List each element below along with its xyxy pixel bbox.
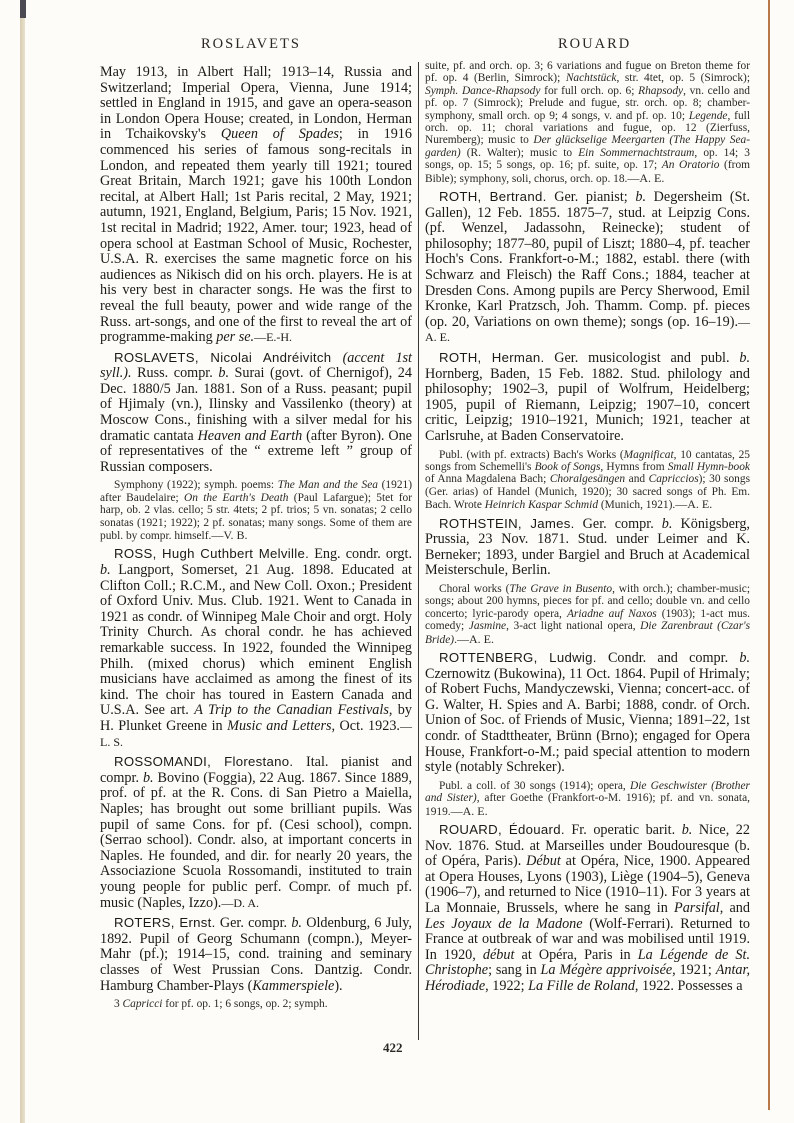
author-signature: —E.-H. xyxy=(254,330,293,345)
text: ). xyxy=(334,977,343,994)
entry-headword: ROTTENBERG, Ludwig. xyxy=(439,650,597,665)
text: at Opéra, Paris in xyxy=(514,946,638,963)
title-italic: Les Joyaux de la Madone xyxy=(425,915,583,932)
text: Symphony (1922); symph. poems: xyxy=(114,479,278,492)
text: , Hymns from xyxy=(600,460,668,473)
title-italic: Small Hymn-book xyxy=(667,460,750,473)
text: Königsberg, Prussia, 23 Nov. 1871. Stud. under Leimer and K. Berneker; 1893, under Bargiel and Bruch at Academical Meisterschule, Berlin. xyxy=(425,515,750,579)
title-italic: Der glückselige Meergarten (The Happy Sea-garden) xyxy=(425,134,750,159)
text: Ger. compr. xyxy=(215,915,292,932)
text: Surai (govt. of Chernigof), 24 Dec. 1880/5 Jan. 1881. Son of a Russ. peasant; pupil of Hjimaly (vn.), Ilinsky and Vassilenko (theory) at Moscow Cons., finishing with a silver medal for his dramatic cantata xyxy=(100,365,412,444)
born-abbrev: b. xyxy=(661,515,673,532)
text: Degersheim (St. Gallen), 12 Feb. 1855. 1875–7, stud. at Leipzig Cons. (pf. Wenzel, Jadassohn, Reinecke); student of philosophy; 1877–80, pupil of Liszt; 1880–4, pf. teacher Hoch's Cons. Frankfort-o-M.; 1882, establ. there (with Schwarz and Fleisch) the Raff Cons.; 1884, teacher at Dresden Cons. Among pupils are Percy Sherwood, Emil Kronke, Karl Pratzsch, Joh. Thamm. Comp. pf. pieces (op. 20, Variations on own theme); songs (op. 16–19). xyxy=(425,189,751,330)
text: (R. Walter); music to xyxy=(460,146,579,159)
author-signature: —L. S. xyxy=(100,719,412,749)
text: , after Goethe (Frankfort-o-M. 1916); pf. and vn. sonata, 1919. xyxy=(425,792,750,818)
author-signature: —A. E. xyxy=(627,170,665,185)
entry-headword: ROTH, Herman. xyxy=(439,350,545,365)
title-italic: Ein Sommernachtstraum xyxy=(578,146,695,159)
title-italic: Die Geschwister (Brother and Sister) xyxy=(425,779,750,805)
entry-roth-bertrand xyxy=(425,189,750,346)
text: Ger. pianist; xyxy=(546,189,636,206)
entry-roters xyxy=(100,915,412,994)
title-italic: Queen of Spades xyxy=(220,126,339,143)
left-column xyxy=(100,65,412,1015)
text: for full orch. op. 6; xyxy=(540,84,639,97)
text: for pf. op. 1; 6 songs, op. 2; symph. xyxy=(162,998,328,1011)
title-italic: Music and Letters xyxy=(227,718,332,734)
title-italic: Rhapsody xyxy=(638,84,684,97)
text: Langport, Somerset, 21 Aug. 1898. Educated at Clifton Coll.; R.C.M., and New Coll. Oxon.; President of Oxford Univ. Mus. Club. 1921. Went to Canada in 1921 as condr. of Winnipeg Male Choir and orgt. Holy Trinity Church. As choral condr. he has achieved remarkable success. In 1922, founded the Winnipeg Philh. (mixed chorus) which eminent English musicians have acclaimed as among the finest of its kind. The choir has toured in Eastern Canada and U.S.A. See art. xyxy=(100,562,412,719)
text: , full orch. op. 11; choral variations and fugue, op. 12 (Zierfuss, Nuremberg); music to xyxy=(425,109,751,147)
text: , 3-act light national opera, xyxy=(506,620,641,633)
title-italic: The Man and the Sea xyxy=(277,479,378,492)
works-list-roth-herman xyxy=(425,449,750,512)
entry-rottenberg xyxy=(425,650,750,776)
text: Publ. a coll. of 30 songs (1914); opera, xyxy=(439,779,630,792)
title-italic: Capriccios xyxy=(648,473,699,486)
title-italic: Die Zarenbraut (Czar's Bride) xyxy=(425,620,751,646)
text: Publ. (with pf. extracts) Bach's Works ( xyxy=(439,448,624,461)
works-list-rothstein xyxy=(425,583,750,646)
text: ; sang in xyxy=(488,962,541,979)
title-italic: Magnificat xyxy=(623,448,674,461)
title-italic: The Grave in Busento xyxy=(509,582,613,595)
page-edge-left xyxy=(20,0,25,1123)
title-italic: Symph. Dance-Rhapsody xyxy=(425,84,541,97)
title-italic: Choralgesängen xyxy=(549,473,626,486)
entry-rosing-continuation xyxy=(100,65,412,346)
text: (after Byron). One of representatives of the “ extreme left ” group of Russian composers. xyxy=(100,427,412,475)
text: Choral works ( xyxy=(439,582,510,595)
entry-headword: ROTH, Bertrand. xyxy=(439,189,547,205)
text: , op. 14; 3 songs, op. 15; 5 songs, op. 16; pf. suite, op. 17; xyxy=(425,146,750,172)
title-italic: A Trip to the Canadian Festivals xyxy=(194,702,389,719)
title-italic: Kammerspiele xyxy=(252,977,335,994)
entry-rouard xyxy=(425,822,750,995)
text: May 1913, in Albert Hall; 1913–14, Russia and Switzerland; Imperial Opera, Vienna, June 1914; settled in England in 1915, and gave an opera-season in London Opera House; created, in London, Herman in Tchaikovsky's xyxy=(100,64,412,143)
text: , 1921; xyxy=(672,962,716,979)
born-abbrev: b. xyxy=(218,365,229,382)
entry-headword: ROSS, Hugh Cuthbert Melville. xyxy=(114,546,310,562)
text: Oldenburg, 6 July, 1892. Pupil of Georg Schumann (compn.), Meyer-Mahr (pf.); 1914–15, cond. training and seminary classes of West Prussian Cons. Dantzig. Condr. Hamburg Chamber-Plays ( xyxy=(100,915,412,994)
text: (Wolf-Ferrari). Returned to France at outbreak of war and was mobilised until 1919. In 1920, xyxy=(425,915,750,963)
page-edge-right xyxy=(768,0,770,1110)
text: Ger. compr. xyxy=(574,515,662,532)
italic: Début xyxy=(526,853,561,870)
title-italic: Capricci xyxy=(122,998,163,1011)
author-signature: —A. E. xyxy=(425,314,750,345)
text: Ger. musicologist and publ. xyxy=(544,350,740,366)
text: , str. 4tet, op. 5 (Simrock); xyxy=(616,72,750,85)
text: 3 xyxy=(114,998,123,1011)
title-italic: Jasmine xyxy=(468,620,507,633)
right-column xyxy=(425,60,750,999)
running-head-left: ROSLAVETS xyxy=(201,36,301,52)
text: , vn. cello and pf. op. 7 (Simrock); Prelude and fugue, str. orch. op. 8; chamber-symphony, small orch. op 9; 4 songs, v. and pf. op. 10; xyxy=(425,84,750,122)
title-italic: Antar, Hérodiade xyxy=(425,962,750,994)
works-list-roslavets xyxy=(100,479,412,542)
text: ); 30 songs (Ger. arias) of Handel (Munich, 1920); 30 sacred songs of Ph. Em. Bach. Wrote xyxy=(425,473,750,512)
entry-headword: ROTERS, Ernst. xyxy=(114,915,216,931)
title-italic: On the Earth's Death xyxy=(184,491,289,504)
entry-headword: ROSSOMANDI, Florestano. xyxy=(114,754,294,770)
text: , by H. Plunket Greene in xyxy=(100,702,412,734)
italic: début xyxy=(482,946,515,963)
born-abbrev: b. xyxy=(100,562,111,579)
title-italic: An Oratorio xyxy=(661,159,720,172)
title-italic: Heinrich Kaspar Schmid xyxy=(484,499,599,512)
text: ; in 1916 commenced his series of famous song-recitals in London, and repeated them yearly till 1921; toured Great Britain, March 1921; gave his 100th London recital, at Albert Hall; 1st Paris recital, 2 May, 1921; autumn, 1921, England, Belgium, Paris; 15 Nov. 1921, 1st recital in Madrid; 1922, Amer. tour; 1923, head of opera school at Eastman School of Music, Rochester, U.S.A. R. exercises the same magnetic force on his audiences as Nikisch did on his orch. players. He is at his very best in character songs. He was the first to reveal the full beauty, power and wide range of the Russ. art-songs, and one of the first to reveal the art of programme-making xyxy=(100,126,412,346)
column-divider xyxy=(418,62,419,1040)
text: Czernowitz (Bukowina), 11 Oct. 1864. Pupil of Hrimaly; of Robert Fuchs, Mandyczewski, Vienna; concert-acc. of G. Walter, H. Spies and A. Barbi; 1888, condr. of Orch. Union of Soc. of Friends of Music, Vienna; 1891–22, 1st condr. of Stadttheater, Brünn (Brno); engaged for Opera House, Frankfort-o-M.; paid special attention to modern style (notably Schreker). xyxy=(425,665,750,776)
title-italic: Nachtstück xyxy=(565,72,617,85)
born-abbrev: b. xyxy=(739,350,750,366)
text: of Anna Magdalena Bach; xyxy=(425,473,550,486)
text: , Oct. 1923. xyxy=(331,718,400,734)
page-number: 422 xyxy=(383,1040,403,1055)
text: . xyxy=(454,633,457,646)
scan-shadow xyxy=(20,0,26,18)
entry-rothstein xyxy=(425,516,750,579)
text: (Munich, 1921). xyxy=(598,499,676,512)
title-italic: La Mégère apprivoisée xyxy=(540,962,673,979)
text: , and xyxy=(719,899,750,916)
title-italic: La Légende de St. Christophe xyxy=(425,946,750,979)
entry-headword: ROSLAVETS, Nicolai Andréivitch xyxy=(114,349,332,365)
title-italic: La Fille de Roland xyxy=(528,977,635,994)
author-signature: —A. E. xyxy=(456,631,494,646)
text: Ital. pianist and compr. xyxy=(100,754,412,786)
author-signature: —D. A. xyxy=(221,895,260,910)
text: Nice, 22 Nov. 1876. Stud. at Marseilles under Boudouresque (b. of Opéra, Paris). xyxy=(425,821,750,870)
text: Hornberg, Baden, 15 Feb. 1882. Stud. philology and philosophy; 1902–3, pupil of Wolfrum, Heidelberg; 1905, pupil of Riemann, Leipzig; 1907–10, concert critic, Leipzig; 1910–1921, Munich; 1921, teacher at Carlsruhe, at Baden Conservatoire. xyxy=(425,365,750,444)
text: , 10 cantatas, 25 songs from Schemelli's xyxy=(425,448,750,473)
title-italic: Legende xyxy=(688,109,728,122)
born-abbrev: b. xyxy=(291,915,302,932)
italic: (accent 1st syll.). xyxy=(100,349,412,382)
text: (1903); 1-act mus. comedy; xyxy=(425,607,750,633)
entry-ross xyxy=(100,546,412,750)
born-abbrev: b. xyxy=(142,769,154,786)
entry-headword: ROTHSTEIN, James. xyxy=(439,515,575,531)
author-signature: —A. E. xyxy=(450,803,488,818)
text: (1921) after Baudelaire; xyxy=(100,479,413,504)
text: , 1922; xyxy=(485,977,529,994)
born-abbrev: b. xyxy=(739,650,750,666)
born-abbrev: b. xyxy=(635,189,647,206)
text: (from Bible); symphony, soli, chorus, orch. op. 18. xyxy=(425,159,750,185)
text: , with orch.); chamber-music; songs; about 200 hymns, pieces for pf. and cello; double vn. and cello concerto; lyric-parody opera, xyxy=(425,582,750,620)
text: Bovino (Foggia), 22 Aug. 1867. Since 1889, prof. of pf. at the R. Cons. di San Pietro a Maiella, Naples; has brought out some brilliant pupils. Was pupil of same Cons. for pf. (Cesi school), compn. (Serrao school). Condr. also, at important concerts in Naples. He founded, and dir. for nearly 20 years, the Associazione Scuola Rossomandi, instituted to train young people for public perf. Compr. of much pf. music (Naples, Izzo). xyxy=(100,769,412,911)
author-signature: —V. B. xyxy=(211,528,248,543)
entry-rossomandi xyxy=(100,754,412,911)
text: suite, pf. and orch. op. 3; 6 variations and fugue on Breton theme for pf. op. 4 (Berlin, Simrock); xyxy=(425,60,750,85)
title-italic: Ariadne auf Naxos xyxy=(566,607,657,620)
entry-roslavets xyxy=(100,350,412,476)
text: Eng. condr. orgt. xyxy=(309,546,412,563)
works-list-rottenberg xyxy=(425,780,750,818)
text: Condr. and compr. xyxy=(596,650,740,666)
running-head-right: ROUARD xyxy=(558,36,632,52)
works-list-roters-continuation xyxy=(425,60,750,185)
text: at Opéra, Nice, 1900. Appeared at Opera Houses, Lyons (1903), Liège (1904–5), Geneva (1906–7), and returned to Nice (1910–11). For 3 years at La Monnaie, Brussels, where he sang in xyxy=(425,853,750,916)
text: Fr. operatic barit. xyxy=(564,821,682,838)
works-list-roters xyxy=(100,998,412,1010)
title-italic: Heaven and Earth xyxy=(197,427,303,444)
text: (Paul Lafargue); 5tet for harp, ob. 2 vlas. cello; 5 str. 4tets; 2 pf. trios; 5 vn. sonatas; 2 cello sonatas (1921; 1922); 2 pf. sonatas; many songs. Some of them are publ. by compr. himself. xyxy=(100,491,412,543)
entry-headword: ROUARD, Édouard. xyxy=(439,821,565,837)
title-italic: Parsifal xyxy=(674,899,720,916)
italic: per se. xyxy=(216,329,255,346)
title-italic: Book of Songs xyxy=(534,460,601,473)
text: and xyxy=(625,473,649,486)
author-signature: —A. E. xyxy=(675,497,713,512)
text: Russ. compr. xyxy=(131,365,219,382)
text: , 1922. Possesses a xyxy=(634,977,743,994)
entry-roth-herman xyxy=(425,350,750,445)
born-abbrev: b. xyxy=(681,821,693,838)
